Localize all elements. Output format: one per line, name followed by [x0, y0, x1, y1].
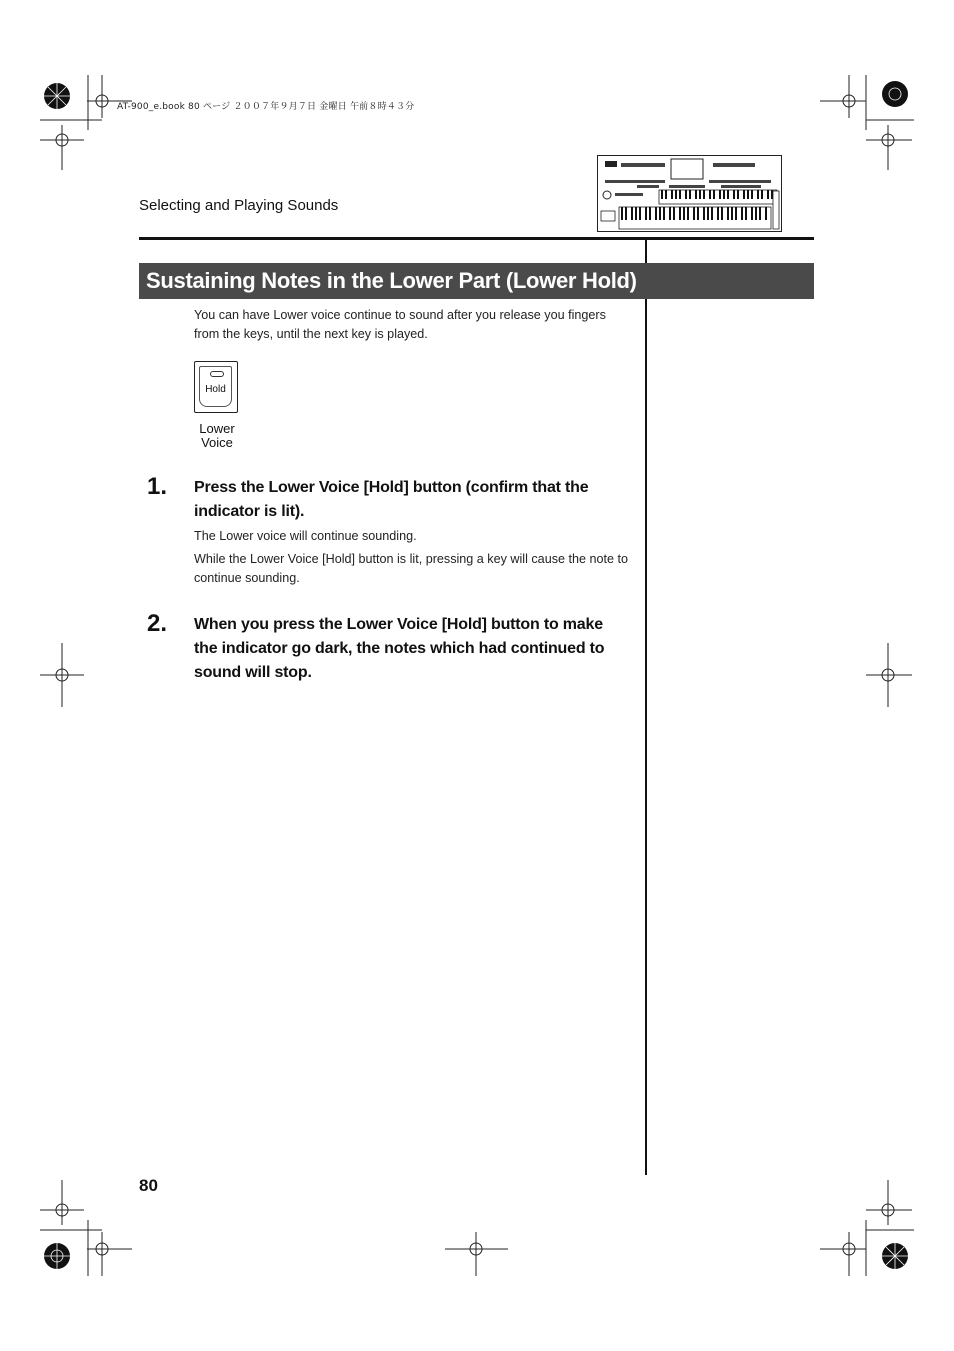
organ-panel-icon — [597, 155, 783, 233]
step-1-paragraph-1: The Lower voice will continue sounding. — [194, 529, 417, 543]
section-header: Selecting and Playing Sounds — [139, 197, 339, 214]
hold-button-label: Hold — [205, 384, 226, 395]
step-1-paragraph-2: While the Lower Voice [Hold] button is lit, pressing a key will cause the note to continue sounding. — [194, 552, 629, 585]
column-divider — [645, 240, 647, 1175]
hold-button-figure — [194, 361, 238, 413]
step-1-number: 1. — [147, 473, 168, 500]
caption-line-1: Lower — [199, 421, 235, 436]
step-2-title: When you press the Lower Voice [Hold] button to make the indicator go dark, the notes which had continued to sound will stop. — [194, 616, 605, 681]
page-number: 80 — [139, 1176, 158, 1195]
hold-button-caption — [186, 422, 248, 450]
page-title: Sustaining Notes in the Lower Part (Lower Hold) — [139, 263, 814, 299]
print-header: AT-900_e.book 80 ページ ２００７年９月７日 金曜日 午前８時４３分 — [117, 102, 415, 112]
step-1-title: Press the Lower Voice [Hold] button (confirm that the indicator is lit). — [194, 479, 589, 520]
indicator-led-icon — [210, 371, 224, 377]
caption-line-2: Voice — [201, 435, 233, 450]
step-2-number: 2. — [147, 610, 168, 637]
header-rule — [139, 237, 814, 240]
intro-paragraph: You can have Lower voice continue to sound after you release you fingers from the keys, until the next key is played. — [194, 308, 606, 341]
